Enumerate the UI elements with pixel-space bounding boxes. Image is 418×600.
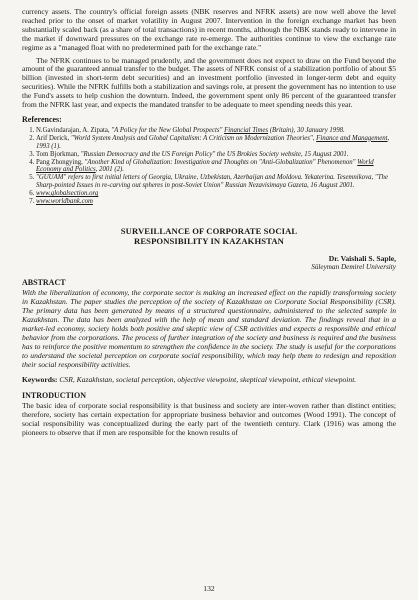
keywords-label: Keywords:	[22, 374, 58, 384]
references-list	[22, 127, 396, 206]
body-paragraph: The NFRK continues to be managed prudently, and the government does not expect to draw on the Fund beyond the amount of the guaranteed annual transfer to the budget. The assets of NFRK consist of a stabilization portfolio of about $5 billion (invested in short-term debt securities) and an investment portfolio (invested in longer-term debt and equity securities). While the NFRK fulfills both a stabilization and savings role, at present the government has no intention to use the Fund's assets to help cushion the downturn. Indeed, the government spent only 86 percent of the guaranteed transfer from the NFRK last year, and expects the mandated transfer to be adequate to meet spending needs this year.	[22, 55, 396, 110]
introduction-heading: INTRODUCTION	[22, 391, 87, 401]
abstract-heading: ABSTRACT	[22, 278, 66, 288]
references-heading: References:	[22, 114, 62, 124]
keywords-text: CSR, Kazakhstan, societal perception, objective viewpoint, skeptical viewpoint, ethical viewpoint.	[57, 374, 357, 384]
introduction-text: The basic idea of corporate social responsibility is that business and society are inter-woven rather than distinct entities; therefore, society has certain expectation for appropriate business behavior and outcomes (Wood 1991). The concept of social responsibility was conceptualized during the early part of the twentieth century. Clark (1916) was among the pioneers to observe that if men are responsible for the known results of	[22, 401, 396, 438]
article-title	[22, 226, 396, 246]
article-title-line: SURVEILLANCE OF CORPORATE SOCIAL	[120, 225, 298, 236]
reference-item: 2. Arif Derick, "World System Analysis and Global Capitalism: A Criticism on Modernization Theories", Finance and Management, 1993 (1).	[36, 135, 396, 151]
article-title-line: RESPONSIBILITY IN KAZAKHSTAN	[134, 235, 284, 246]
reference-link: 6. www.globalsection.org	[36, 190, 396, 198]
reference-item: 3. Tom Bjorkman, "Russian Democracy and the US Foreign Policy" the US Brokies Society website, 15 August 2001.	[36, 151, 396, 159]
reference-item: 5. "GUUAM" refers to first initial letters of Georgia, Ukraine, Uzbekistan, Azerbaijan and Moldova. Yekaterina. Tesemnikova, "The Sharp-pointed Issues in re-carving out spheres in post-Soviet Union" Russian Nezavisimaya Gazeta, 16 August 2001.	[36, 174, 396, 190]
reference-item: 1. N.Gavindarajan, A. Zipata, "A Policy for the New Global Prospects" Financial Times (Britain), 30 January 1998.	[36, 127, 396, 135]
author-name: Dr. Vaishali S. Saple,	[328, 253, 396, 263]
keywords-line	[22, 376, 396, 385]
reference-item: 4. Pang Zhongying, "Another Kind of Globalization: Investigation and Thoughts on "Anti-Globalization" Phenomenon" World Economy and Politics, 2001 (2).	[36, 159, 396, 175]
page-number: 132	[203, 584, 215, 594]
abstract-text: With the liberalization of economy, the corporate sector is making an increased effect on the rapidly transforming society in Kazakhstan. The paper studies the perception of the society of Kazakhstan on Corporate Social Responsibility (CSR). The primary data has been generated by means of a structured questionnaire, administered to the selected sample in Kazakhstan. The data has been analyzed with the help of mean and standard deviation. The findings reveal that in a market-led economy, society holds both positive and skeptic view of CSR activities and expects a responsible and ethical behavior from the corporations. The process of further integration of the society and business is required and the business has to reinforce the positive momentum to strengthen the confidence in the society. The study is useful for the corporations to understand the societal perception on corporate social responsibility, which may help them to redesign and reposition their social responsibility activities.	[22, 288, 396, 369]
reference-link: 7. www.worldbank.com	[36, 198, 396, 206]
body-paragraph: currency assets. The country's official foreign assets (NBK reserves and NFRK assets) are now well above the level reached prior to the onset of market volatility in August 2007. Intervention in the foreign exchange market has been substantially scaled back (as a share of total transactions) in recent months, although the NBK stands ready to intervene in the market if downward pressures on the exchange rate re-emerge. The authorities continue to view the exchange rate regime as a "managed float with no predetermined path for the exchange rate."	[22, 7, 396, 52]
author-affiliation: Süleyman Demirel University	[311, 262, 396, 271]
